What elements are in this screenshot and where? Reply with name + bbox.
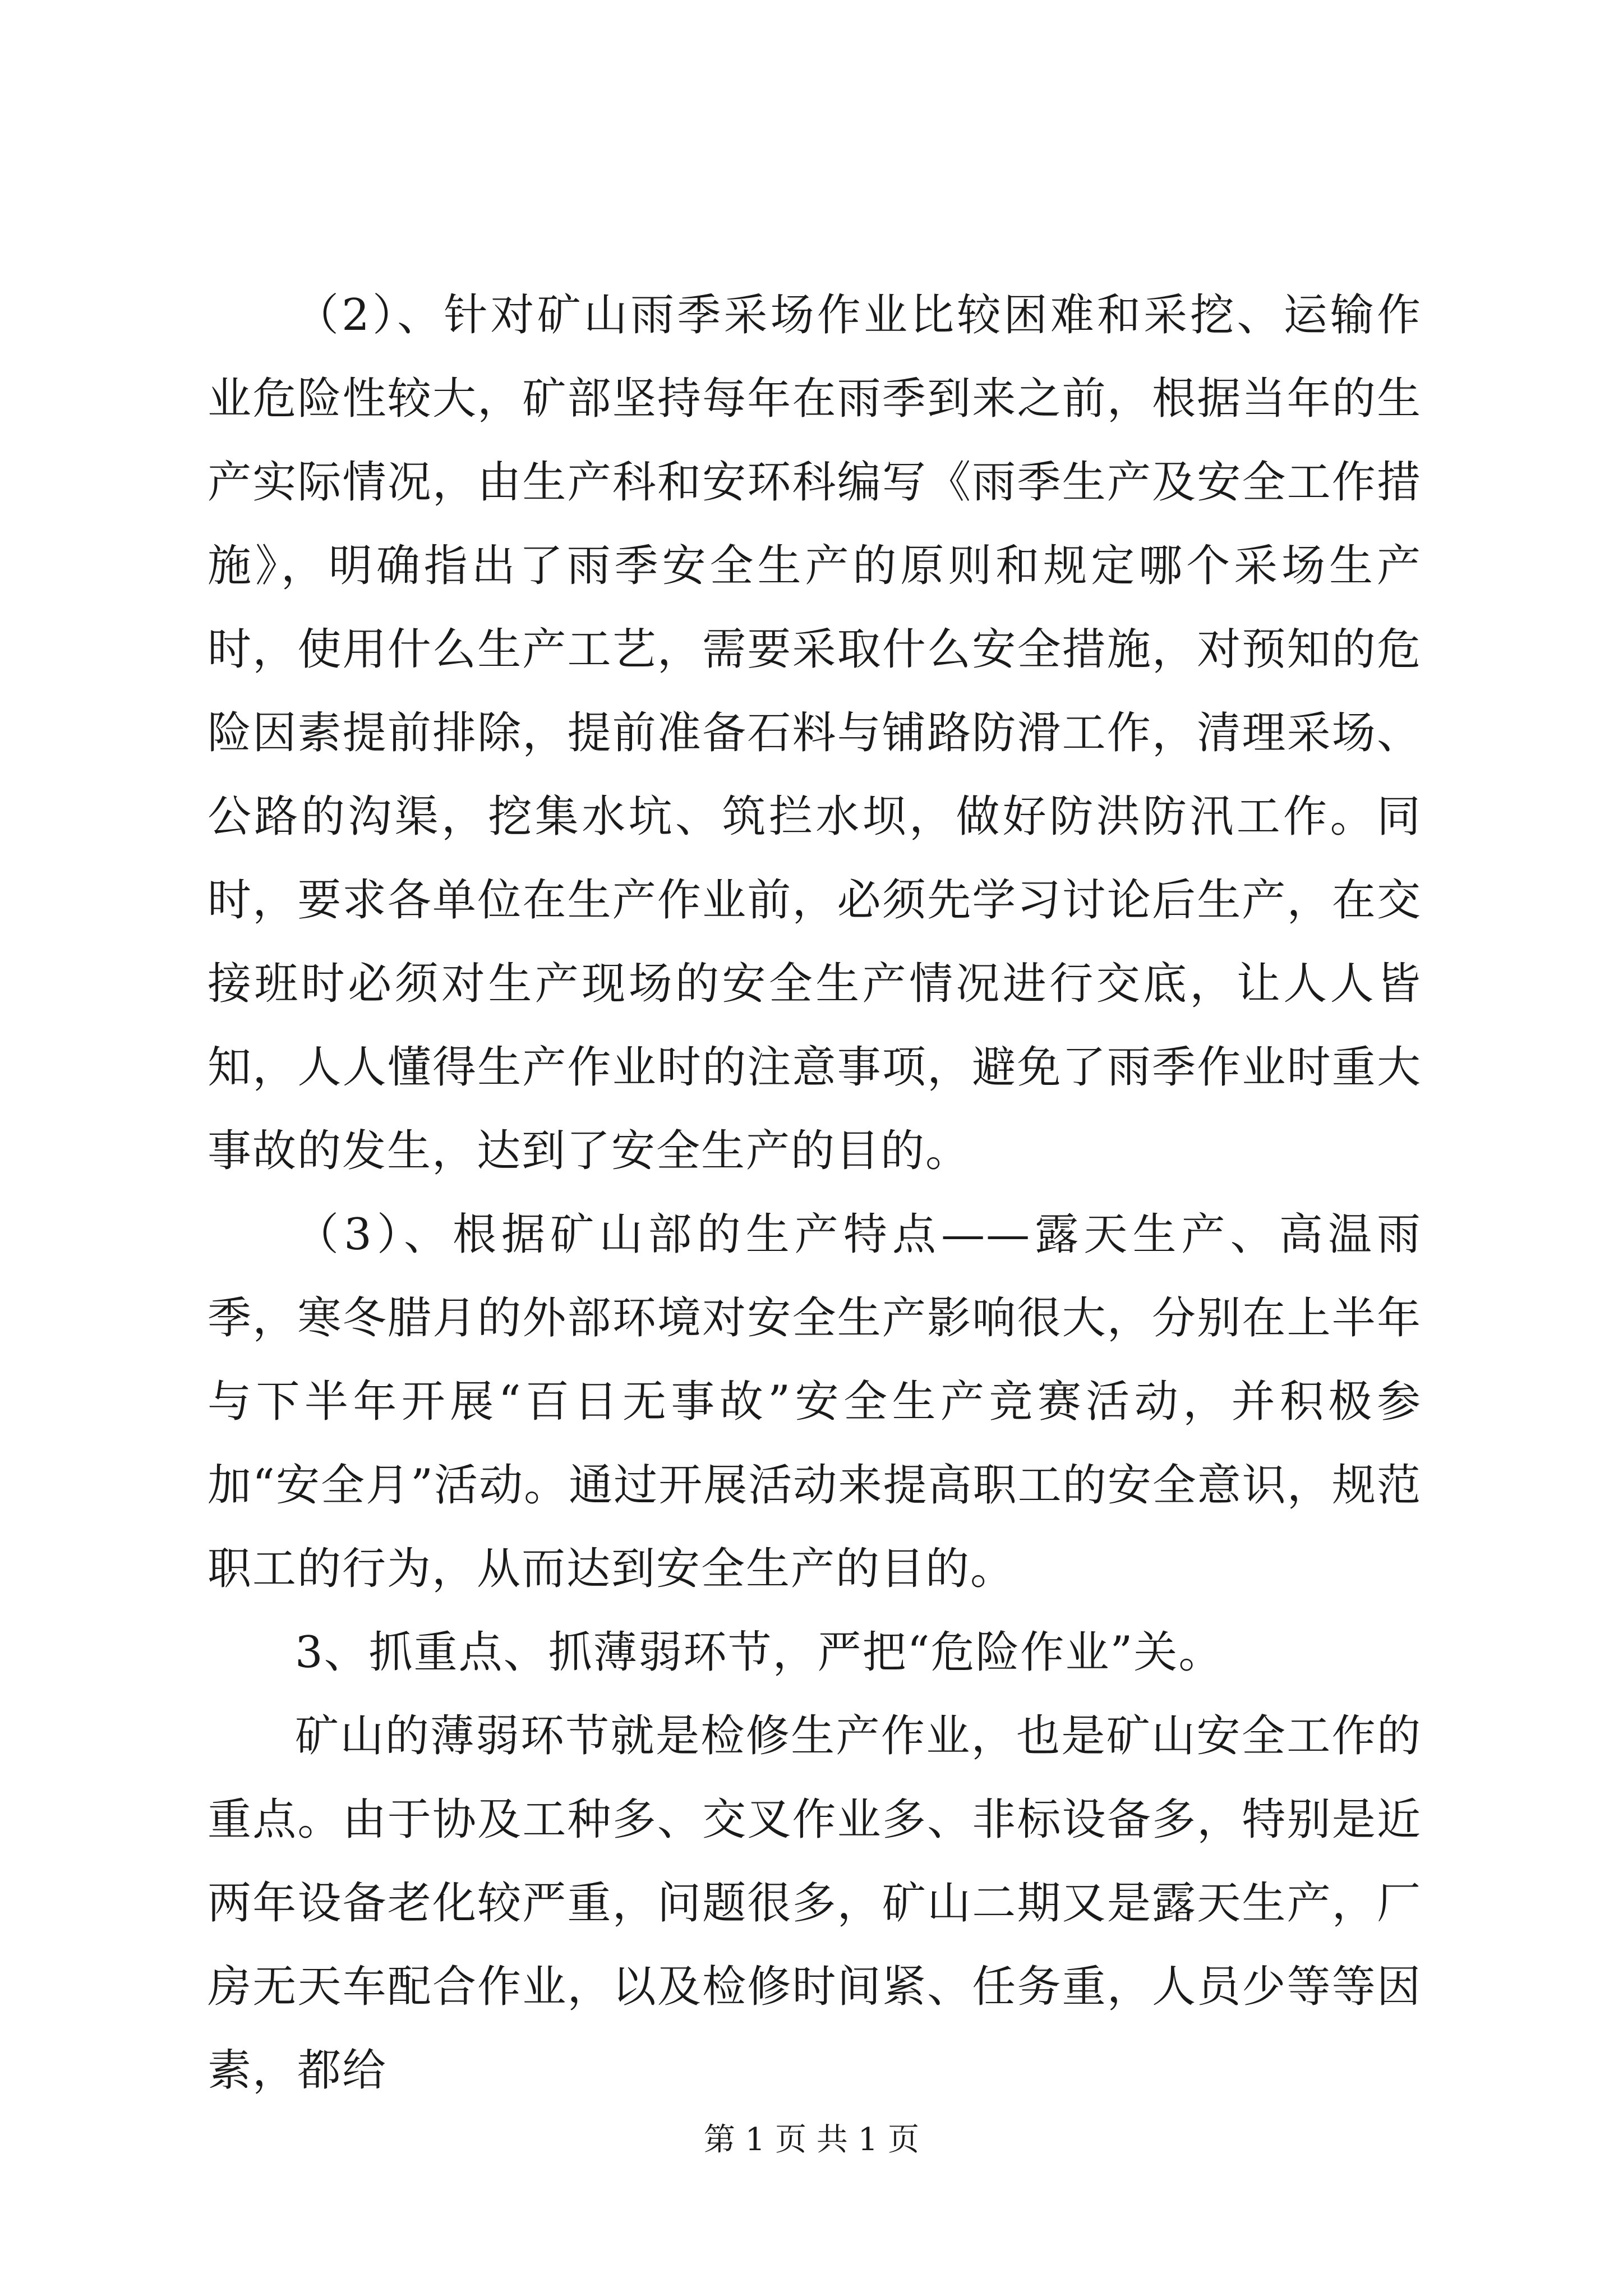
paragraph-rainy-season-measures: （2）、针对矿山雨季采场作业比较困难和采挖、运输作业危险性较大，矿部坚持每年在雨季到来之前，根据当年的生产实际情况，由生产科和安环科编写《雨季生产及安全工作措施》，明确指出了雨季安全生产的原则和规定哪个采场生产时，使用什么生产工艺，需要采取什么安全措施，对预知的危险因素提前排除，提前准备石料与铺路防滑工作，清理采场、公路的沟渠，挖集水坑、筑拦水坝，做好防洪防汛工作。同时，要求各单位在生产作业前，必须先学习讨论后生产，在交接班时必须对生产现场的安全生产情况进行交底，让人人皆知，人人懂得生产作业时的注意事项，避免了雨季作业时重大事故的发生，达到了安全生产的目的。 xyxy=(208,290,1422,1176)
paragraph-maintenance-weakness: 矿山的薄弱环节就是检修生产作业，也是矿山安全工作的重点。由于协及工种多、交叉作业多、非标设备多，特别是近两年设备老化较严重，问题很多，矿山二期又是露天生产，厂房无天车配合作业，以及检修时间紧、任务重，人员少等等因素，都给 xyxy=(208,1711,1422,2096)
paragraph-safety-campaign: （3）、根据矿山部的生产特点——露天生产、高温雨季，寒冬腊月的外部环境对安全生产影响很大，分别在上半年与下半年开展“百日无事故”安全生产竞赛活动，并积极参加“安全月”活动。通过开展活动来提高职工的安全意识，规范职工的行为，从而达到安全生产的目的。 xyxy=(208,1209,1422,1594)
section-heading-dangerous-work: 3、抓重点、抓薄弱环节，严把“危险作业”关。 xyxy=(295,1627,1224,1678)
document-body xyxy=(208,274,1422,2113)
page-number-footer: 第 1 页 共 1 页 xyxy=(703,2122,920,2158)
